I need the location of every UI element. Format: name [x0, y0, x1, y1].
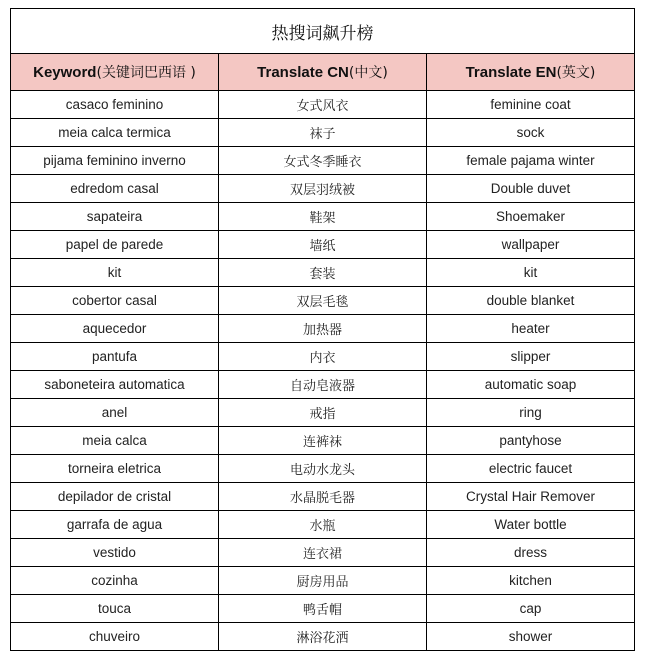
header-en-note: (英文) — [556, 65, 596, 81]
translate-en-cell: wallpaper — [427, 231, 635, 259]
translate-en-cell: ring — [427, 399, 635, 427]
translate-en-cell: sock — [427, 119, 635, 147]
keyword-cell: kit — [11, 259, 219, 287]
header-translate-en — [427, 54, 635, 91]
translate-cn-cell: 墙纸 — [219, 231, 427, 259]
translate-en-cell: shower — [427, 623, 635, 651]
translate-cn-cell: 淋浴花洒 — [219, 623, 427, 651]
keyword-cell: torneira eletrica — [11, 455, 219, 483]
translate-en-cell: pantyhose — [427, 427, 635, 455]
translate-cn-cell: 鸭舌帽 — [219, 595, 427, 623]
keyword-cell: garrafa de agua — [11, 511, 219, 539]
translate-en-cell: slipper — [427, 343, 635, 371]
table-row — [11, 287, 635, 315]
table-row — [11, 147, 635, 175]
header-en-bold: Translate EN — [465, 64, 557, 81]
header-keyword — [11, 54, 219, 91]
translate-cn-cell: 袜子 — [219, 119, 427, 147]
keyword-cell: meia calca — [11, 427, 219, 455]
table-row — [11, 231, 635, 259]
translate-cn-cell: 内衣 — [219, 343, 427, 371]
translate-cn-cell: 双层羽绒被 — [219, 175, 427, 203]
translate-en-cell: Crystal Hair Remover — [427, 483, 635, 511]
translate-cn-cell: 厨房用品 — [219, 567, 427, 595]
keyword-cell: cozinha — [11, 567, 219, 595]
keyword-cell: saboneteira automatica — [11, 371, 219, 399]
translate-cn-cell: 女式风衣 — [219, 91, 427, 119]
header-cn-bold: Translate CN — [257, 64, 349, 81]
table-row — [11, 399, 635, 427]
table-body — [11, 91, 635, 651]
keyword-cell: cobertor casal — [11, 287, 219, 315]
translate-cn-cell: 女式冬季睡衣 — [219, 147, 427, 175]
table-title: 热搜词飙升榜 — [11, 9, 635, 54]
table-row — [11, 511, 635, 539]
translate-en-cell: cap — [427, 595, 635, 623]
keyword-cell: sapateira — [11, 203, 219, 231]
translate-cn-cell: 连裤袜 — [219, 427, 427, 455]
keyword-cell: edredom casal — [11, 175, 219, 203]
translate-en-cell: Water bottle — [427, 511, 635, 539]
table-row — [11, 483, 635, 511]
translate-cn-cell: 双层毛毯 — [219, 287, 427, 315]
header-keyword-note: (关键词巴西语 ) — [96, 65, 196, 81]
translate-en-cell: kit — [427, 259, 635, 287]
translate-en-cell: dress — [427, 539, 635, 567]
table-row — [11, 623, 635, 651]
translate-en-cell: Double duvet — [427, 175, 635, 203]
translate-en-cell: heater — [427, 315, 635, 343]
table-row — [11, 539, 635, 567]
header-translate-cn — [219, 54, 427, 91]
translate-cn-cell: 戒指 — [219, 399, 427, 427]
translate-en-cell: female pajama winter — [427, 147, 635, 175]
translate-cn-cell: 连衣裙 — [219, 539, 427, 567]
keyword-cell: chuveiro — [11, 623, 219, 651]
keyword-cell: vestido — [11, 539, 219, 567]
translate-cn-cell: 自动皂液器 — [219, 371, 427, 399]
table-row — [11, 259, 635, 287]
keyword-cell: depilador de cristal — [11, 483, 219, 511]
translate-cn-cell: 电动水龙头 — [219, 455, 427, 483]
header-cn-note: (中文) — [348, 65, 388, 81]
table-row — [11, 203, 635, 231]
keyword-cell: touca — [11, 595, 219, 623]
keyword-cell: casaco feminino — [11, 91, 219, 119]
translate-en-cell: double blanket — [427, 287, 635, 315]
translate-cn-cell: 水晶脱毛器 — [219, 483, 427, 511]
translate-en-cell: automatic soap — [427, 371, 635, 399]
keyword-cell: aquecedor — [11, 315, 219, 343]
table-row — [11, 91, 635, 119]
translate-cn-cell: 套装 — [219, 259, 427, 287]
translate-en-cell: feminine coat — [427, 91, 635, 119]
translate-cn-cell: 加热器 — [219, 315, 427, 343]
keyword-cell: meia calca termica — [11, 119, 219, 147]
keyword-cell: pantufa — [11, 343, 219, 371]
translate-cn-cell: 鞋架 — [219, 203, 427, 231]
header-keyword-bold: Keyword — [33, 64, 97, 81]
table-row — [11, 455, 635, 483]
hot-search-table-page — [10, 8, 634, 651]
keyword-cell: pijama feminino inverno — [11, 147, 219, 175]
table-row — [11, 567, 635, 595]
table-row — [11, 343, 635, 371]
translate-cn-cell: 水瓶 — [219, 511, 427, 539]
table-row — [11, 427, 635, 455]
table-row — [11, 119, 635, 147]
table-row — [11, 315, 635, 343]
translate-en-cell: electric faucet — [427, 455, 635, 483]
translate-en-cell: kitchen — [427, 567, 635, 595]
keyword-cell: papel de parede — [11, 231, 219, 259]
table-row — [11, 371, 635, 399]
table-row — [11, 175, 635, 203]
table-row — [11, 595, 635, 623]
hot-search-table — [10, 8, 635, 651]
keyword-cell: anel — [11, 399, 219, 427]
translate-en-cell: Shoemaker — [427, 203, 635, 231]
